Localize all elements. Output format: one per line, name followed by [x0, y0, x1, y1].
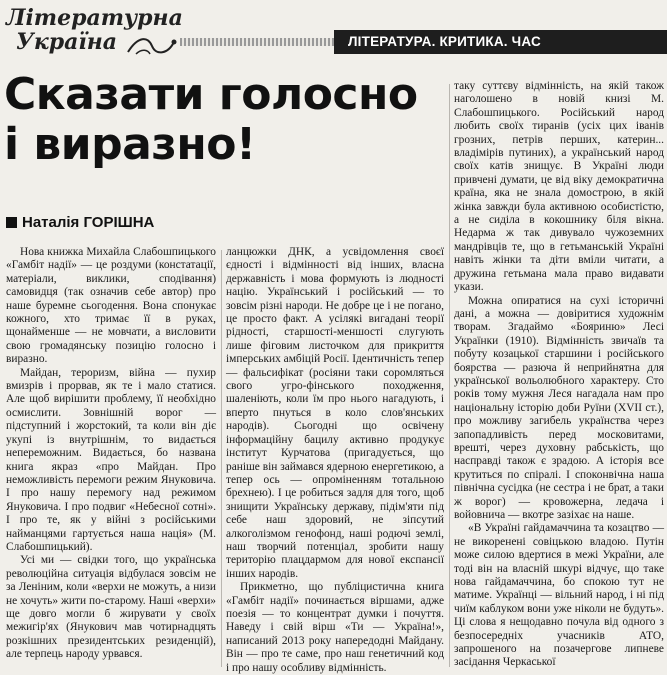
paragraph: Можна опиратися на сухі історичні дані, а можна — довіритися художнім творам. Згадаймо «Бояриню» Лесі Українки (1910). Відмінність звичаїв та побуту козацької старшини і російського боярства — разюча й неприйнятна для української вольолюбного характеру. Сто років тому мужня Леся нагадала нам про національну історію доби Руїни (XVII ст.), про можливу загибель українства через запопадливість перед московитами, врешті, через духовну рабськість, що насправді також є зрадою. А історія все крутиться по спіралі. І споконвічна наша північна сусідка (не сестра і не брат, а таки ж ворог) — кровожерна, ледача і войовнича — вкотре зазіхає на наше.	[454, 294, 664, 521]
article-column-1	[6, 246, 216, 667]
ornament-swirl-icon	[126, 34, 178, 58]
paragraph: Майдан, тероризм, війна — пухир вмизрів і прорвав, як те і мало статися. Але щоб вирішити проблему, її необхідно осмислити. Зовнішній ворог — підступний і жорстокий, та коли він діє укупі із внутрішнім, то видається непереможним. Видається, бо названа книга якраз «про Майдан. Про неможливість перемоги режим Януковича. І про нашу перемогу над режимом Януковича. І про подвиг «Небесної сотні». І про те, як у війні з російськими найманцями гартується наша нація» (М. Слабошпицький).	[6, 366, 216, 553]
paragraph: «В Україні гайдамаччина та козацтво — не викоренені совіцькою владою. Путін може силою вдертися в межі України, але тоді він на власній шкурі відчує, що таке нова гайдамаччина, бо спокою тут не матиме. Українці — вільний народ, і ні під чиїм каблуком вони уже ніколи не будуть». Ці слова я нещодавно почула від одного з безпосередніх учасників АТО, запрошеного на позачергове липневе засідання Черкаської	[454, 522, 664, 669]
author-name: Наталія ГОРІШНА	[22, 214, 155, 231]
section-rubric: ЛІТЕРАТУРА. КРИТИКА. ЧАС	[334, 30, 667, 54]
article-headline	[4, 70, 450, 170]
column-divider	[221, 250, 222, 667]
paragraph: Усі ми — свідки того, що українська революційна ситуація відбулася зовсім не за Леніним, коли «верхи не можуть, а низи не хочуть» жити по-старому. Наші «верхи» ще довго могли б жирувати у своїх межигір'ях (Янукович мав чотирнадцять розкішних президентських резиденцій), але терпець народу урвався.	[6, 554, 216, 661]
headline-line-2: і виразно!	[4, 119, 256, 170]
article-column-3	[454, 80, 664, 667]
paragraph: ланцюжки ДНК, а усвідомлення своєї єдності і відмінності від інших, власна державність і мова формують із людності націю. Український і російський — то зовсім різні народи. Не добре це і не погано, це просто факт. А усілякі вигадані теорії рідності, старшості-меншості слугують лише фіговим листочком для прикриття імперських амбіцій Росії. Ідентичність тепер — фальсифікат (росіяни таки соромляться свого угро-фінського походження, шаленіють, коли їм про нього нагадують, і вперто пнуться в коло слов'янських народів). Сьогодні що освічену інформаційну бацилу активно продукує інститут Курчатова (пригадується, що раніше він займався ядерною енергетикою, а тепер ось — опроміненням тотальною брехнею). І це робиться задля для того, щоб знищити Українську державу, підім'яти під себе наш здоровий, не зіпсутий алкоголізмом генофонд, наші родючі землі, наш творчий потенціал, зробити нашу територію плацдармом для нової експансії інших народів.	[226, 246, 444, 580]
byline-square-icon	[6, 217, 17, 228]
logo-line-1: Літературна	[6, 5, 183, 31]
article-column-2	[226, 246, 444, 674]
paragraph: Прикметно, що публіцистична книга «Гамбіт надії» починається віршами, адже поезія — то концентрат думки і почуття. Наведу і свій вірш «Ти — Україна!», написаний 2013 року напередодні Майдану. Він — про те саме, про наш генетичний код і про нашу особливу відмінність.	[226, 581, 444, 674]
paragraph: Нова книжка Михайла Слабошпицького «Гамбіт надії» — це роздуми (констатації, матеріали, виклики, сподівання) самовидця (так означив себе автор) про наше буремне сьогодення. Вона спонукає кожного, хто тримає її в руках, щонайменше — не мовчати, а висловити свою громадянську позицію голосно і виразно.	[6, 246, 216, 366]
newspaper-logo	[6, 4, 183, 62]
author-byline	[6, 213, 154, 233]
paragraph: таку суттєву відмінність, на якій також наголошено в новій книзі М. Слабошпицького. Російський народ любить своїх тиранів (усіх цих іванів грозних, петрів перших, катерин... владімірів путиних), а український народ своїх катів знищує. В Україні люди привчені думати, це від віку демократична країна, яка не знала домострою, в якій жінка завжди була активною особистістю, а не сиділа в кокошнику біля вікна. Недарма ж так дивувало чужоземних мандрівців те, що в гетьманській Україні навіть жінки та діти вміли читати, а дружина гетьмана мала право видавати укази.	[454, 80, 664, 294]
headline-line-1: Сказати голосно	[4, 69, 418, 120]
column-divider	[449, 84, 450, 667]
rubric-decor-strip	[180, 38, 334, 46]
logo-line-2: Україна	[16, 29, 118, 55]
